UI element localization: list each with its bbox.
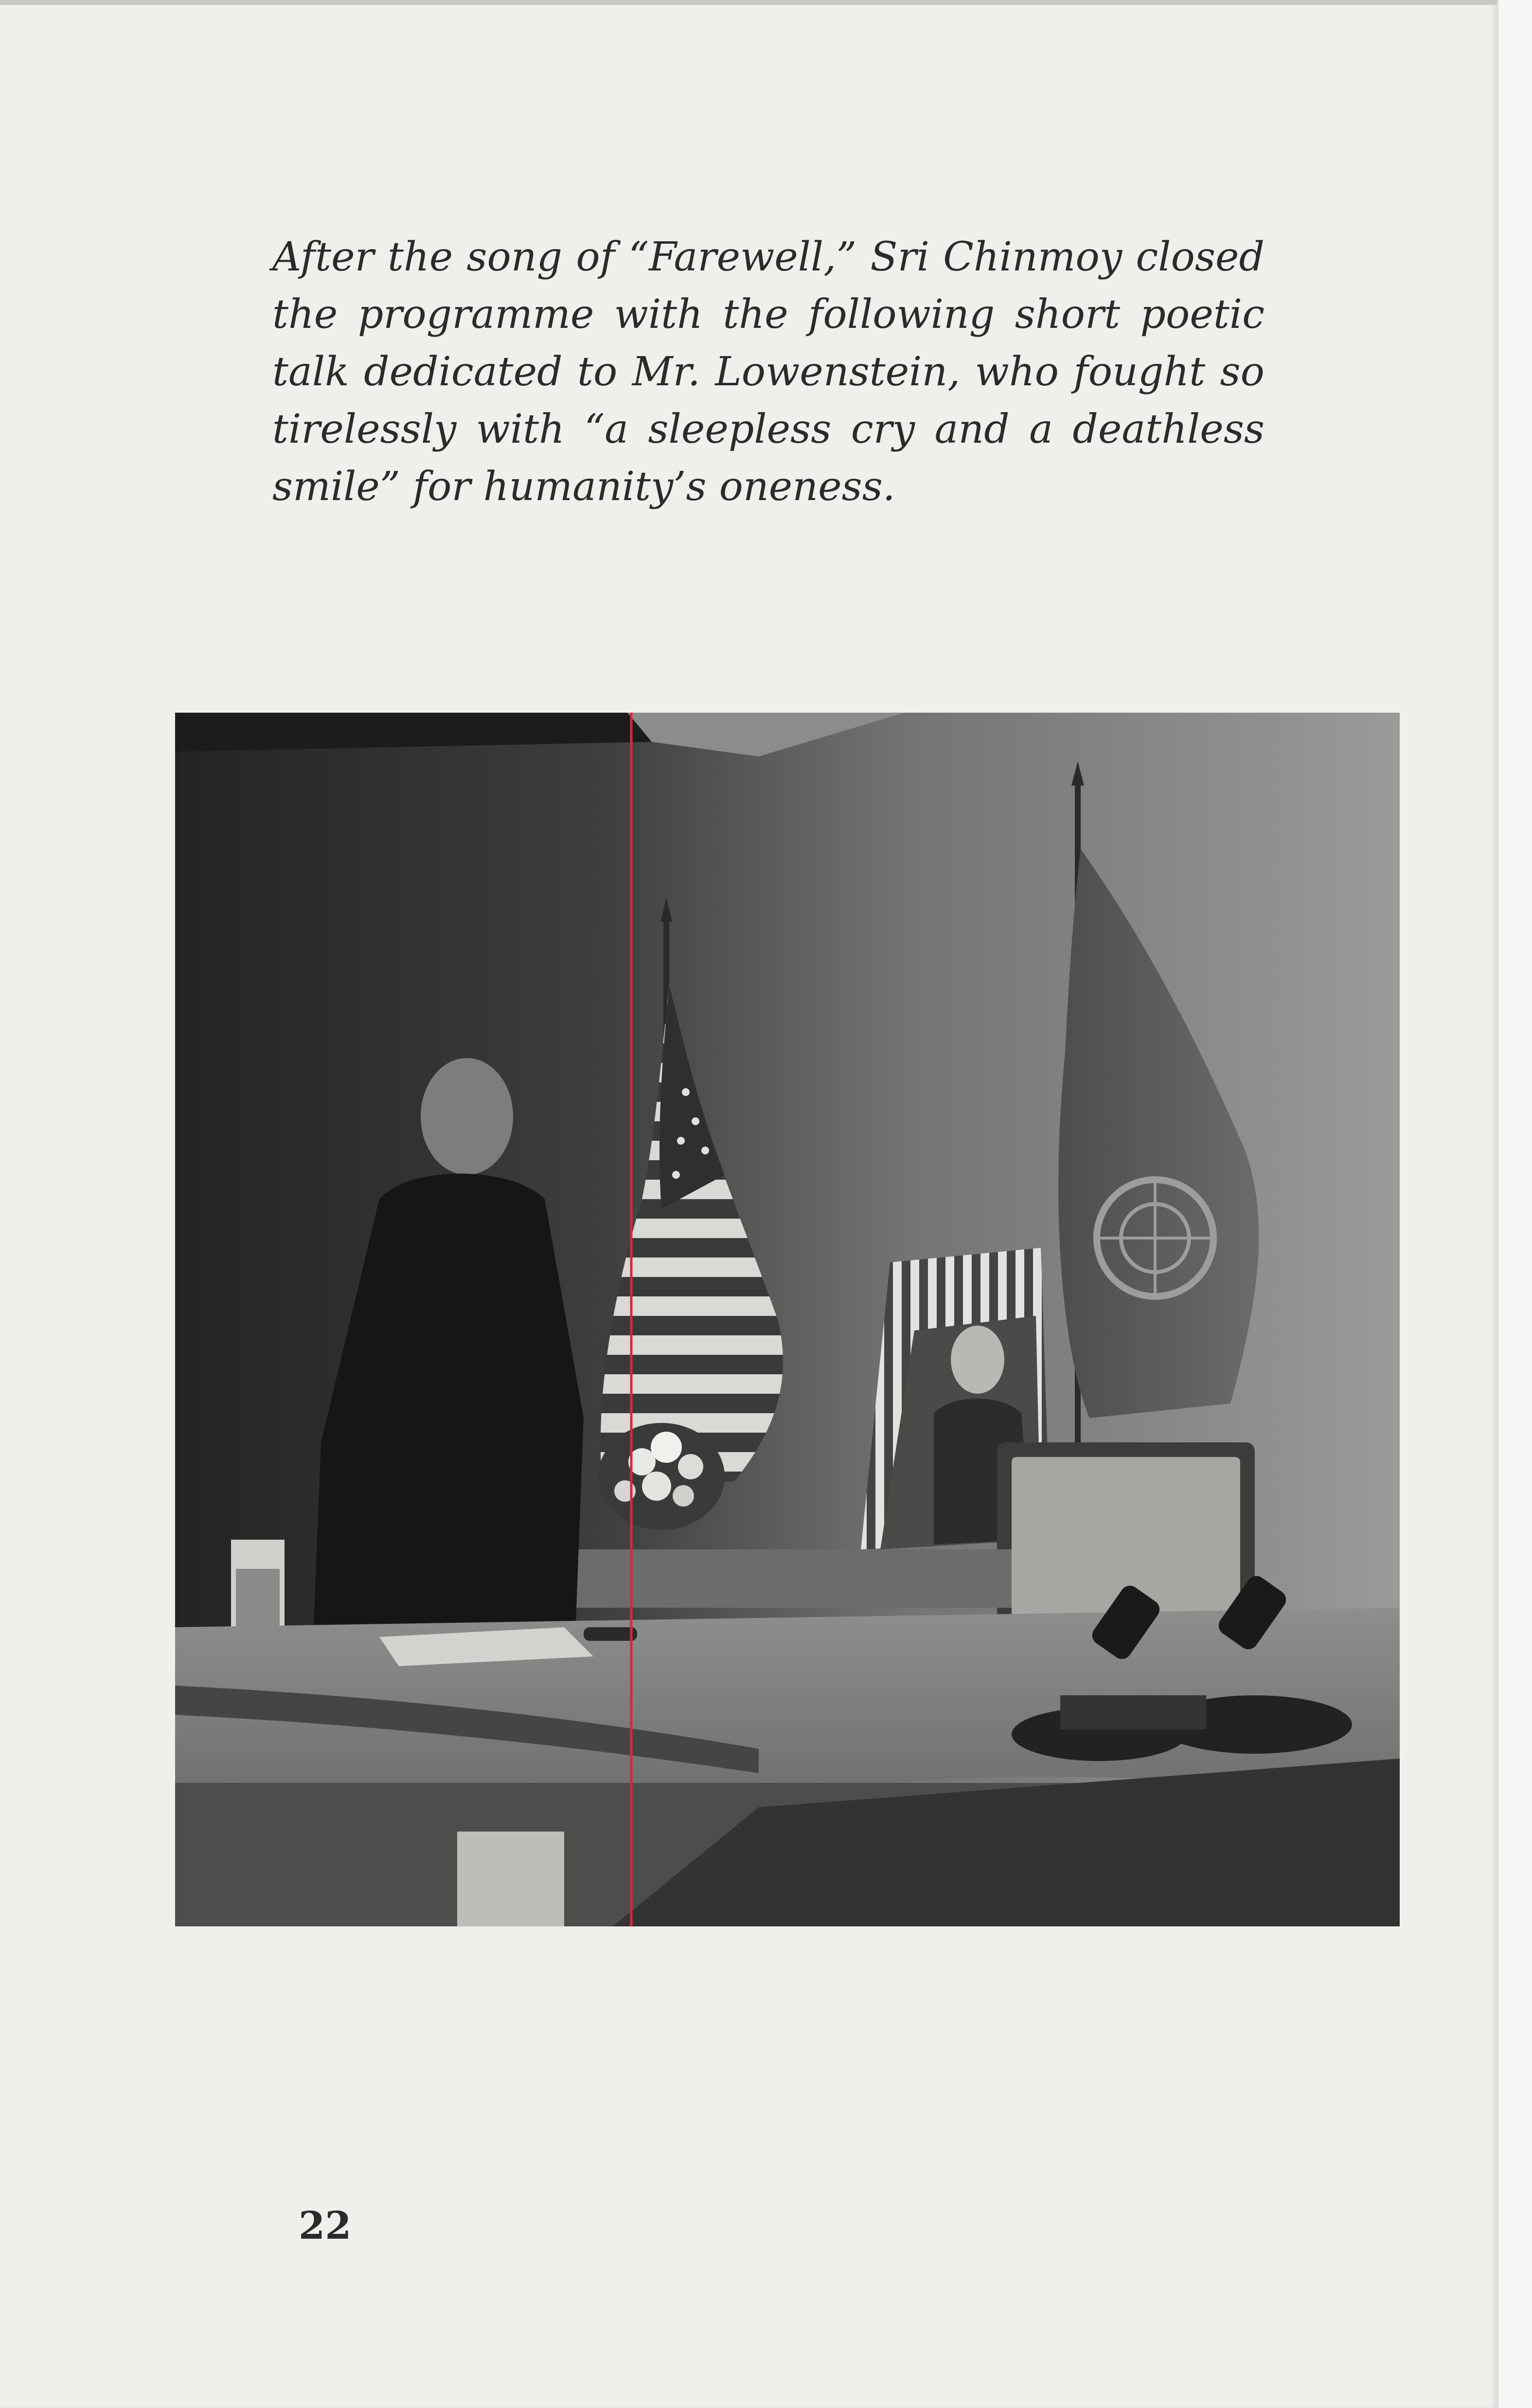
page-number: 22	[299, 2204, 352, 2248]
memorial-photo	[175, 713, 1400, 1926]
flower-bouquet	[598, 1423, 725, 1530]
photo-caption: After the song of “Farewell,” Sri Chinmoy closed the programme with the following short poetic talk dedicated to Mr. Lowenstein, who fought so tirelessly with “a sleepless cry and a deathless smile” for humanity’s oneness.	[272, 234, 1265, 510]
page-edge	[1497, 0, 1532, 2408]
back-table	[574, 1549, 1012, 1608]
page-top-edge	[0, 0, 1497, 5]
